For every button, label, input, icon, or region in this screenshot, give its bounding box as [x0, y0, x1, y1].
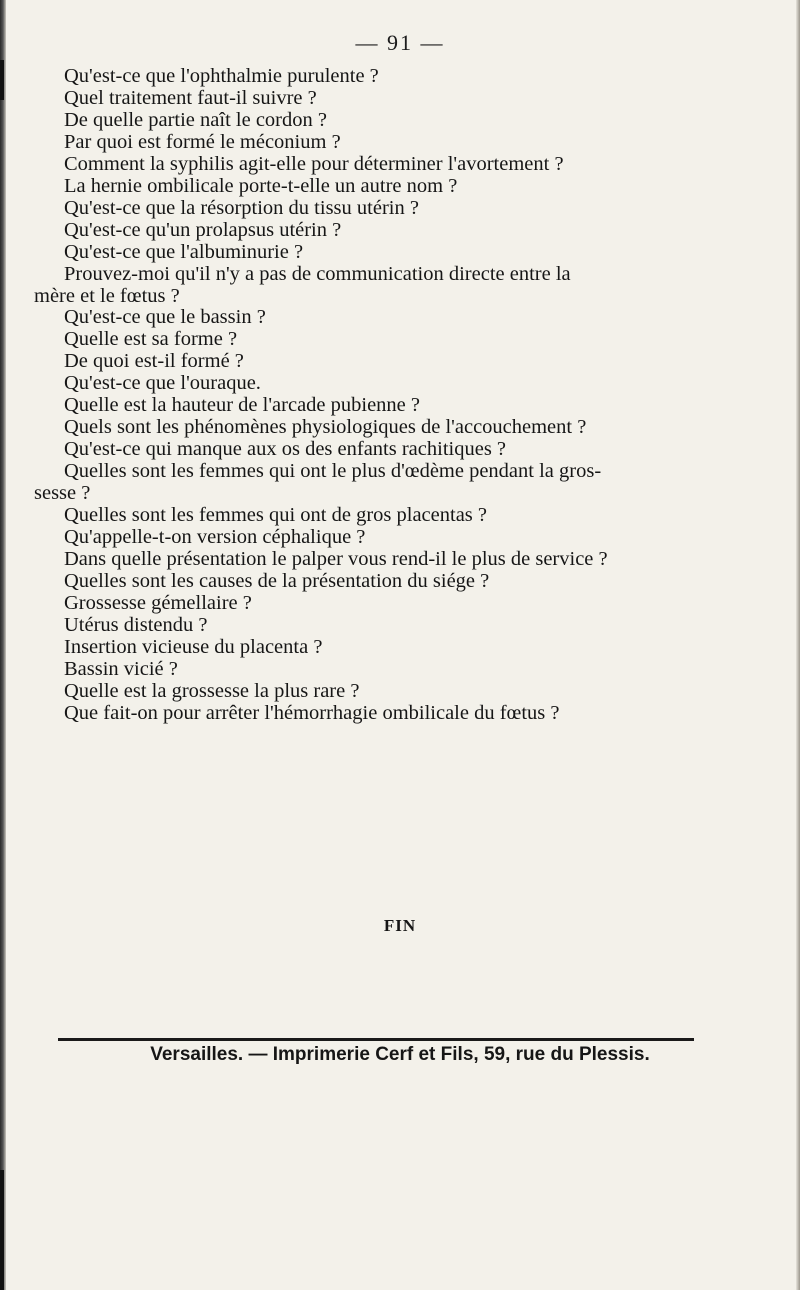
question-line: Quels sont les phénomènes physiologiques de l'accouchement ?: [64, 416, 587, 439]
question-list: [34, 66, 770, 725]
question-line: Quelle est sa forme ?: [64, 328, 238, 351]
question-line: Quelle est la grossesse la plus rare ?: [64, 679, 360, 702]
question-line: Quel traitement faut-il suivre ?: [64, 86, 317, 109]
question-line: De quoi est-il formé ?: [64, 350, 244, 373]
question-line-start: Prouvez-moi qu'il n'y a pas de communication directe entre la: [64, 262, 571, 285]
end-marker: FIN: [383, 916, 417, 935]
question-line: Qu'est-ce que l'ophthalmie purulente ?: [64, 65, 379, 87]
binding-mark-top: [0, 60, 4, 100]
question-line: Qu'est-ce que la résorption du tissu utérin ?: [64, 196, 419, 219]
binding-mark-bottom: [0, 1170, 4, 1290]
question-line: Qu'est-ce qui manque aux os des enfants rachitiques ?: [64, 438, 507, 461]
question-line: Quelles sont les femmes qui ont de gros placentas ?: [64, 504, 487, 527]
page-number: — 91 —: [355, 30, 445, 55]
question-line: De quelle partie naît le cordon ?: [64, 108, 327, 131]
question-line-continuation: sesse ?: [34, 482, 91, 505]
question-line-start: Quelles sont les femmes qui ont le plus d'œdème pendant la gros-: [64, 460, 602, 483]
question-line: Que fait-on pour arrêter l'hémorrhagie ombilicale du fœtus ?: [64, 701, 560, 724]
question-line-continuation: mère et le fœtus ?: [34, 284, 180, 307]
question-line: Dans quelle présentation le palper vous rend-il le plus de service ?: [64, 547, 608, 570]
question-line: Utérus distendu ?: [64, 613, 208, 636]
question-wrapped: [34, 461, 770, 505]
question-wrapped: [34, 264, 770, 308]
question-line: La hernie ombilicale porte-t-elle un autre nom ?: [64, 174, 458, 197]
question-line: Quelle est la hauteur de l'arcade pubienne ?: [64, 394, 421, 417]
question-line: Qu'appelle-t-on version céphalique ?: [64, 526, 366, 549]
question-line: Qu'est-ce qu'un prolapsus utérin ?: [64, 218, 342, 241]
question-line: Quelles sont les causes de la présentation du siége ?: [64, 569, 490, 592]
question-line: Qu'est-ce que le bassin ?: [64, 306, 266, 329]
printer-imprint: Versailles. — Imprimerie Cerf et Fils, 59, rue du Plessis.: [150, 1044, 650, 1065]
question-line: Bassin vicié ?: [64, 657, 178, 680]
question-line: Par quoi est formé le méconium ?: [64, 130, 341, 153]
question-line: Grossesse gémellaire ?: [64, 591, 252, 614]
question-line: Qu'est-ce que l'ouraque.: [64, 372, 261, 395]
page-binding-edge: [0, 0, 6, 1290]
question-line: Insertion vicieuse du placenta ?: [64, 635, 323, 658]
page-right-edge: [796, 0, 800, 1290]
question-line: Comment la syphilis agit-elle pour déterminer l'avortement ?: [64, 152, 564, 175]
question-line: Qu'est-ce que l'albuminurie ?: [64, 240, 304, 263]
footer-rule: [58, 1038, 694, 1041]
